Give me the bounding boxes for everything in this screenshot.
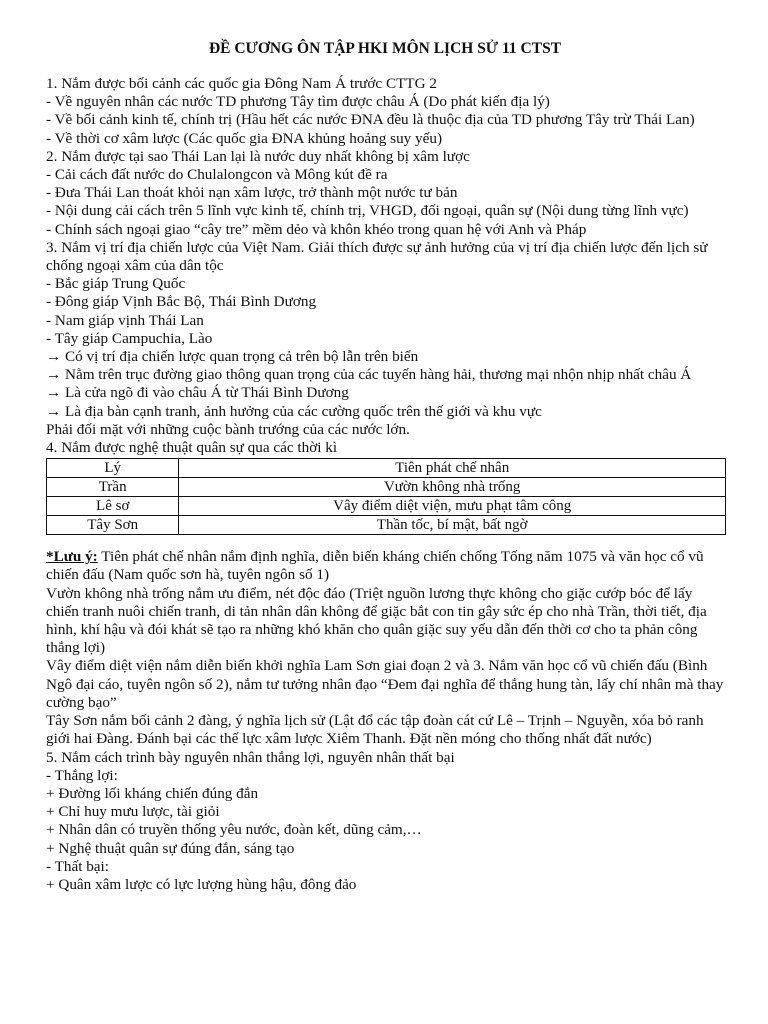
- section-5-heading: 5. Nắm cách trình bày nguyên nhân thắng lợi, nguyên nhân thất bại: [46, 748, 455, 766]
- list-item: - Về nguyên nhân các nước TD phương Tây tìm được châu Á (Do phát kiến địa lý): [46, 93, 550, 111]
- list-item: - Về thời cơ xâm lược (Các quốc gia ĐNA khủng hoảng suy yếu): [46, 129, 443, 147]
- section-2: [46, 148, 724, 239]
- list-item: - Tây giáp Campuchia, Lào: [46, 329, 213, 347]
- table-cell: Tây Sơn: [47, 516, 179, 535]
- table-row: [47, 459, 726, 478]
- list-item: - Chính sách ngoại giao “cây tre” mềm dẻo và khôn khéo trong quan hệ với Anh và Pháp: [46, 220, 587, 238]
- list-item: → Là địa bàn cạnh tranh, ảnh hưởng của các cường quốc trên thế giới và khu vực: [46, 402, 542, 420]
- list-item: → Nằm trên trục đường giao thông quan trọng của các tuyến hàng hải, thương mại nhộn nhịp nhất châu Á: [46, 366, 692, 384]
- note-paragraph: Tây Sơn nắm bối cảnh 2 đàng, ý nghĩa lịch sử (Lật đổ các tập đoàn cát cứ Lê – Trịnh – Nguyễn, xóa bỏ ranh giới hai Đàng. Đánh bại các thế lực xâm lược Xiêm Thanh. Đặt nền móng cho thống nhất đất nước): [46, 712, 704, 748]
- list-item: - Về bối cảnh kinh tế, chính trị (Hầu hết các nước ĐNA đều là thuộc địa của TD phương Tây trừ Thái Lan): [46, 111, 695, 129]
- list-item: → Là cửa ngõ đi vào châu Á từ Thái Bình Dương: [46, 384, 349, 402]
- note-paragraph: [46, 548, 724, 584]
- section-5: [46, 749, 724, 895]
- list-item: + Nhân dân có truyền thống yêu nước, đoàn kết, dũng cảm,…: [46, 821, 422, 839]
- list-item: - Nam giáp vịnh Thái Lan: [46, 311, 204, 329]
- table-cell: Vườn không nhà trống: [179, 478, 726, 497]
- table-cell: Thần tốc, bí mật, bất ngờ: [179, 516, 726, 535]
- spacer: [46, 535, 724, 548]
- table-row: [47, 478, 726, 497]
- section-3-heading: 3. Nắm vị trí địa chiến lược của Việt Nam. Giải thích được sự ảnh hưởng của vị trí địa chiến lược đến lịch sử chống ngoại xâm của dân tộc: [46, 238, 708, 275]
- military-arts-table: [46, 458, 726, 535]
- document-title: ĐỀ CƯƠNG ÔN TẬP HKI MÔN LỊCH SỬ 11 CTST: [208, 40, 562, 57]
- table-cell: Trần: [47, 478, 179, 497]
- list-item: - Thất bại:: [46, 857, 109, 875]
- list-item: + Nghệ thuật quân sự đúng đắn, sáng tạo: [46, 839, 295, 857]
- list-item: - Bắc giáp Trung Quốc: [46, 275, 186, 293]
- list-item: - Đông giáp Vịnh Bắc Bộ, Thái Bình Dương: [46, 293, 317, 311]
- section-4-heading: 4. Nắm được nghệ thuật quân sự qua các thời kì: [46, 439, 338, 457]
- note-paragraph: Vườn không nhà trống nắm ưu điểm, nét độc đáo (Triệt nguồn lương thực không cho giặc cướp bóc để lấy chiến tranh nuôi chiến tranh, di tản nhân dân không để giặc bắt con tin gây sức ép cho nhà Trần, thời tiết, địa hình, khí hậu và đói khát sẽ tạo ra những khó khăn cho quân giặc suy yếu dẫn đến thời cơ cho ta phản công thắng lợi): [46, 584, 707, 657]
- list-item: Phải đối mặt với những cuộc bành trướng của các nước lớn.: [46, 420, 410, 438]
- note-paragraph: Vây điểm diệt viện nắm diễn biến khởi nghĩa Lam Sơn giai đoạn 2 và 3. Nắm văn học cổ vũ chiến đấu (Bình Ngô đại cáo, tuyên ngôn số 2), nắm tư tưởng nhân đạo “Đem đại nghĩa để thắng hung tàn, lấy chí nhân mà thay cường bạo”: [46, 657, 724, 711]
- table-cell: Vây điểm diệt viện, mưu phạt tâm công: [179, 497, 726, 516]
- list-item: - Đưa Thái Lan thoát khỏi nạn xâm lược, trở thành một nước tư bản: [46, 184, 458, 202]
- note-label: *Lưu ý:: [46, 548, 98, 566]
- list-item: + Chỉ huy mưu lược, tài giỏi: [46, 803, 220, 821]
- table-row: [47, 516, 726, 535]
- table-row: [47, 497, 726, 516]
- notes-section: [46, 548, 724, 748]
- section-2-heading: 2. Nắm được tại sao Thái Lan lại là nước duy nhất không bị xâm lược: [46, 147, 470, 165]
- section-1-heading: 1. Nắm được bối cảnh các quốc gia Đông Nam Á trước CTTG 2: [46, 75, 438, 92]
- list-item: - Thắng lợi:: [46, 766, 118, 784]
- list-item: + Đường lối kháng chiến đúng đắn: [46, 784, 259, 802]
- list-item: + Quân xâm lược có lực lượng hùng hậu, đông đảo: [46, 875, 357, 893]
- table-cell: Lý: [47, 459, 179, 478]
- list-item: - Nội dung cải cách trên 5 lĩnh vực kinh tế, chính trị, VHGD, đối ngoại, quân sự (Nội dung từng lĩnh vực): [46, 202, 689, 220]
- note-text: Tiên phát chế nhân nắm định nghĩa, diễn biến kháng chiến chống Tống năm 1075 và văn học cổ vũ chiến đấu (Nam quốc sơn hà, tuyên ngôn số 1): [46, 548, 704, 584]
- table-cell: Tiên phát chế nhân: [179, 459, 726, 478]
- section-4: [46, 439, 724, 535]
- table-cell: Lê sơ: [47, 497, 179, 516]
- section-1: [46, 75, 724, 148]
- list-item: - Cải cách đất nước do Chulalongcon và Mông kút đề ra: [46, 166, 388, 184]
- list-item: → Có vị trí địa chiến lược quan trọng cả trên bộ lẫn trên biển: [46, 348, 419, 366]
- section-3: [46, 239, 724, 439]
